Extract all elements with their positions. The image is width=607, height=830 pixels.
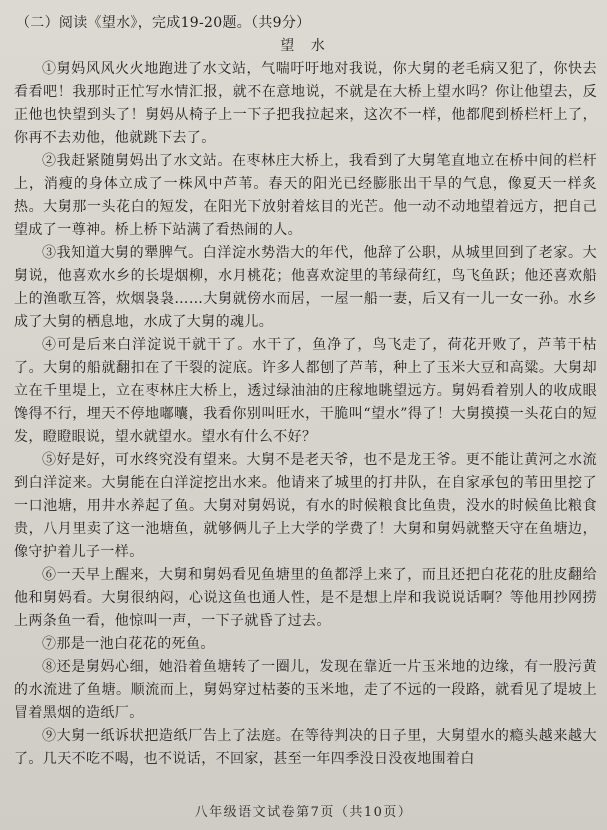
paragraph-9: ⑨大舅一纸诉状把造纸厂告上了法庭。在等待判决的日子里，大舅望水的瘾头越来越大了。几天不吃不喝，也不说话，不回家，甚至一年四季没日没夜地围着白 bbox=[14, 728, 597, 767]
paragraph-4: ④可是后来白洋淀说干就干了。水干了，鱼净了，鸟飞走了，荷花开败了，芦苇干枯了。大舅的船就翻扣在了干裂的淀底。许多人都刨了芦苇，种上了玉米大豆和高粱。大舅却立在千里堤上，立在枣林庄大桥上，透过绿油油的庄稼地眺望远方。舅妈看着别人的收成眼馋得不行，埋天不停地嘟囔，我看你别叫旺水，干脆叫“望水”得了！大舅摸摸一头花白的短发，瞪瞪眼说，望水就望水。望水有什么不好？ bbox=[14, 337, 597, 445]
page-footer: 八年级语文试卷第7页（共10页） bbox=[194, 805, 413, 820]
section-header: （二）阅读《望水》，完成19-20题。（共9分） bbox=[16, 15, 311, 31]
article-title: 望 水 bbox=[280, 38, 331, 54]
paragraph-5: ⑤好是好，可水终究没有望来。大舅不是老天爷，也不是龙王爷。更不能让黄河之水流到白洋淀来。大舅能在白洋淀挖出水来。他请来了城里的打井队，在自家承包的苇田里挖了一口池塘，用井水养起了鱼。大舅对舅妈说，有水的时候粮食比鱼贵，没水的时候鱼比粮食贵，八月里卖了这一池塘鱼，就够俩儿子上大学的学费了！大舅和舅妈就整天守在鱼塘边，像守护着儿子一样。 bbox=[14, 452, 597, 560]
paragraph-3: ③我知道大舅的犟脾气。白洋淀水势浩大的年代，他辞了公职，从城里回到了老家。大舅说，他喜欢水乡的长堤烟柳，水月桃花；他喜欢淀里的苇绿荷红，鸟飞鱼跃；他还喜欢船上的渔歌互答，炊烟袅袅……大舅就傍水而居，一屋一船一妻，后又有一儿一女一孙。水乡成了大舅的栖息地，水成了大舅的魂儿。 bbox=[14, 245, 597, 330]
paragraph-2: ②我赶紧随舅妈出了水文站。在枣林庄大桥上，我看到了大舅笔直地立在桥中间的栏杆上，消瘦的身体立成了一株风中芦苇。春天的阳光已经膨胀出干旱的气息，像夏天一样炙热。大舅那一头花白的短发，在阳光下放射着炫目的光芒。他一动不动地望着远方，把自己望成了一尊神。桥上桥下站满了看热闹的人。 bbox=[14, 153, 597, 238]
paragraph-7: ⑦那是一池白花花的死鱼。 bbox=[42, 636, 215, 652]
paragraph-8: ⑧还是舅妈心细，她沿着鱼塘转了一圈儿，发现在靠近一片玉米地的边缘，有一股污黄的水流进了鱼塘。顺流而上，舅妈穿过枯萎的玉米地，走了不远的一段路，就看见了堤坡上冒着黑烟的造纸厂。 bbox=[14, 659, 597, 721]
paragraph-1: ①舅妈风风火火地跑进了水文站，气喘吁吁地对我说，你大舅的老毛病又犯了，你快去看看吧！我那时正忙写水情汇报，就不在意地说，不就是在大桥上望水吗？你让他望去，反正他也快望到头了！舅妈从椅子上一下子把我拉起来，这次不一样，他都爬到桥栏杆上了，你再不去劝他，他就跳下去了。 bbox=[14, 61, 597, 146]
paragraph-6: ⑥一天早上醒来，大舅和舅妈看见鱼塘里的鱼都浮上来了，而且还把白花花的肚皮翻给他和舅妈看。大舅很纳闷，心说这鱼也通人性，是不是想上岸和我说说话啊？等他用抄网捞上两条鱼一看，他惊叫一声，一下子就昏了过去。 bbox=[14, 567, 597, 629]
